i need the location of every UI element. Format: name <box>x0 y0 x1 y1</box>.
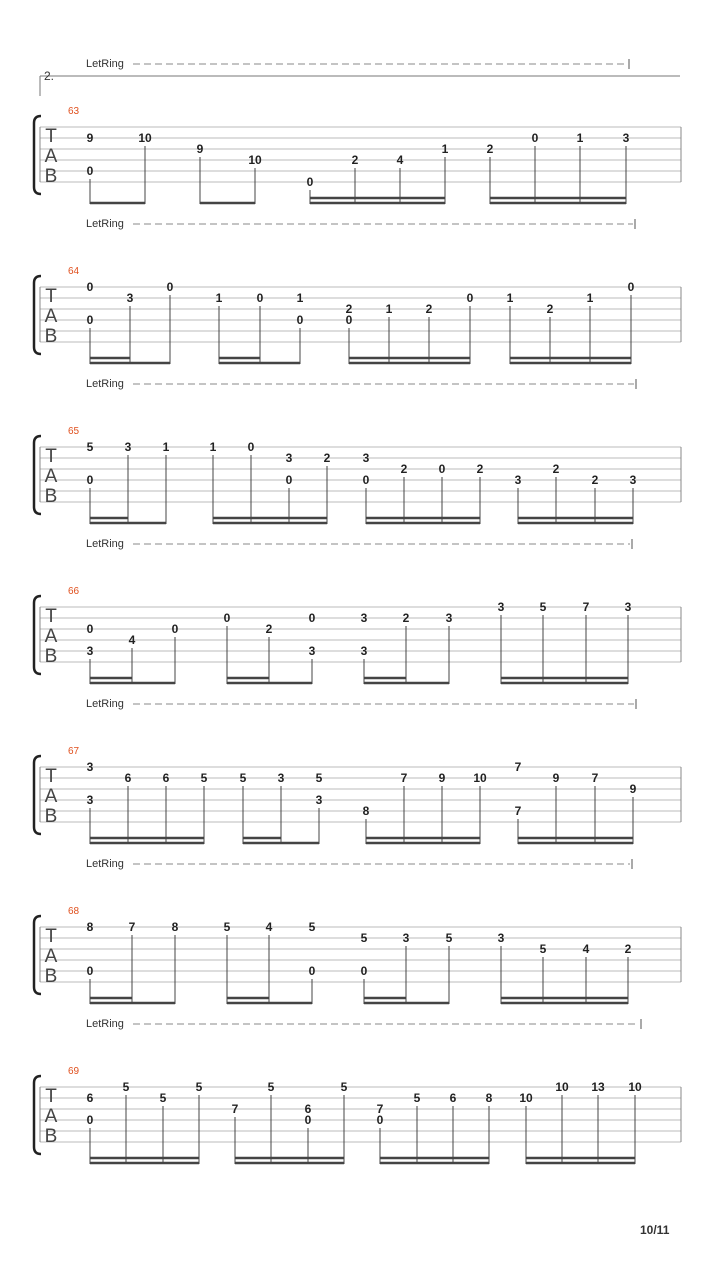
fret-number: 5 <box>315 771 323 785</box>
fret-number: 5 <box>413 1091 421 1105</box>
fret-number: 5 <box>539 942 547 956</box>
let-ring-label: LetRing <box>86 378 124 390</box>
fret-number: 3 <box>624 600 632 614</box>
fret-number: 5 <box>86 440 94 454</box>
fret-number: 7 <box>400 771 408 785</box>
fret-number: 3 <box>86 793 94 807</box>
tab-clef-letter: B <box>44 166 58 187</box>
tab-clef-letter: A <box>44 946 58 967</box>
fret-number: 2 <box>345 302 353 316</box>
fret-number: 3 <box>315 793 323 807</box>
tab-clef-letter: A <box>44 466 58 487</box>
fret-number: 3 <box>277 771 285 785</box>
fret-number: 0 <box>296 313 304 327</box>
fret-number: 10 <box>519 1091 533 1105</box>
fret-number: 4 <box>396 153 404 167</box>
fret-number: 3 <box>360 644 368 658</box>
fret-number: 0 <box>247 440 255 454</box>
fret-number: 0 <box>376 1113 384 1127</box>
fret-number: 3 <box>285 451 293 465</box>
tab-clef-letter: T <box>45 126 57 147</box>
fret-number: 3 <box>514 473 522 487</box>
tab-system <box>34 378 681 524</box>
fret-number: 0 <box>304 1113 312 1127</box>
fret-number: 3 <box>402 931 410 945</box>
fret-number: 0 <box>86 164 94 178</box>
fret-number: 0 <box>308 611 316 625</box>
fret-number: 6 <box>304 1102 312 1116</box>
fret-number: 0 <box>466 291 474 305</box>
tab-system <box>34 538 681 684</box>
fret-number: 8 <box>485 1091 493 1105</box>
tab-clef-letter: B <box>44 966 58 987</box>
let-ring-label: LetRing <box>86 58 124 70</box>
fret-number: 7 <box>591 771 599 785</box>
fret-number: 3 <box>86 760 94 774</box>
volta-bracket <box>40 69 680 96</box>
fret-number: 8 <box>171 920 179 934</box>
fret-number: 7 <box>231 1102 239 1116</box>
fret-number: 1 <box>209 440 217 454</box>
fret-number: 0 <box>86 964 94 978</box>
fret-number: 0 <box>627 280 635 294</box>
tab-clef-letter: B <box>44 486 58 507</box>
fret-number: 8 <box>86 920 94 934</box>
fret-number: 0 <box>531 131 539 145</box>
fret-number: 3 <box>497 600 505 614</box>
tab-clef-letter: T <box>45 446 57 467</box>
fret-number: 5 <box>200 771 208 785</box>
fret-number: 3 <box>126 291 134 305</box>
fret-number: 7 <box>128 920 136 934</box>
fret-number: 2 <box>552 462 560 476</box>
tab-clef-letter: B <box>44 646 58 667</box>
fret-number: 3 <box>308 644 316 658</box>
fret-number: 0 <box>256 291 264 305</box>
volta-label: 2. <box>44 69 55 83</box>
fret-number: 7 <box>514 760 522 774</box>
bar-number: 66 <box>68 586 80 597</box>
fret-number: 1 <box>385 302 393 316</box>
fret-number: 5 <box>267 1080 275 1094</box>
fret-number: 9 <box>629 782 637 796</box>
fret-number: 2 <box>486 142 494 156</box>
fret-number: 2 <box>476 462 484 476</box>
fret-number: 5 <box>340 1080 348 1094</box>
tab-systems <box>34 58 681 1164</box>
fret-number: 0 <box>360 964 368 978</box>
fret-number: 2 <box>425 302 433 316</box>
fret-number: 2 <box>546 302 554 316</box>
fret-number: 3 <box>86 644 94 658</box>
fret-number: 0 <box>345 313 353 327</box>
fret-number: 1 <box>586 291 594 305</box>
page-number: 10/11 <box>640 1223 670 1237</box>
fret-number: 0 <box>223 611 231 625</box>
fret-number: 1 <box>215 291 223 305</box>
tab-clef-letter: T <box>45 606 57 627</box>
fret-number: 1 <box>506 291 514 305</box>
fret-number: 6 <box>124 771 132 785</box>
fret-number: 7 <box>514 804 522 818</box>
tab-clef-letter: T <box>45 1086 57 1107</box>
fret-number: 0 <box>86 622 94 636</box>
bar-number: 67 <box>68 746 80 757</box>
fret-number: 2 <box>402 611 410 625</box>
fret-number: 3 <box>629 473 637 487</box>
tab-clef-letter: A <box>44 786 58 807</box>
fret-number: 6 <box>86 1091 94 1105</box>
fret-number: 1 <box>162 440 170 454</box>
fret-number: 0 <box>306 175 314 189</box>
fret-number: 3 <box>497 931 505 945</box>
fret-number: 5 <box>195 1080 203 1094</box>
fret-number: 3 <box>362 451 370 465</box>
tab-system <box>34 58 681 204</box>
fret-number: 5 <box>308 920 316 934</box>
fret-number: 7 <box>582 600 590 614</box>
tab-system <box>34 858 681 1004</box>
fret-number: 2 <box>591 473 599 487</box>
fret-number: 5 <box>159 1091 167 1105</box>
fret-number: 0 <box>438 462 446 476</box>
fret-number: 5 <box>239 771 247 785</box>
fret-number: 3 <box>445 611 453 625</box>
fret-number: 3 <box>124 440 132 454</box>
tab-clef-letter: A <box>44 1106 58 1127</box>
tab-system <box>34 698 681 844</box>
fret-number: 7 <box>376 1102 384 1116</box>
fret-number: 6 <box>162 771 170 785</box>
fret-number: 8 <box>362 804 370 818</box>
let-ring-label: LetRing <box>86 1018 124 1030</box>
fret-number: 5 <box>122 1080 130 1094</box>
tab-clef-letter: B <box>44 1126 58 1147</box>
tab-clef-letter: B <box>44 806 58 827</box>
fret-number: 0 <box>86 473 94 487</box>
fret-number: 2 <box>624 942 632 956</box>
fret-number: 9 <box>438 771 446 785</box>
fret-number: 1 <box>576 131 584 145</box>
let-ring-label: LetRing <box>86 218 124 230</box>
tab-clef-letter: T <box>45 286 57 307</box>
tab-clef-letter: B <box>44 326 58 347</box>
tab-clef-letter: T <box>45 926 57 947</box>
fret-number: 0 <box>171 622 179 636</box>
fret-number: 1 <box>296 291 304 305</box>
let-ring-label: LetRing <box>86 698 124 710</box>
bar-number: 63 <box>68 106 80 117</box>
fret-number: 2 <box>351 153 359 167</box>
fret-number: 0 <box>308 964 316 978</box>
fret-number: 1 <box>441 142 449 156</box>
fret-number: 2 <box>323 451 331 465</box>
fret-number: 5 <box>223 920 231 934</box>
fret-number: 10 <box>248 153 262 167</box>
fret-number: 0 <box>86 313 94 327</box>
fret-number: 0 <box>362 473 370 487</box>
fret-number: 9 <box>552 771 560 785</box>
fret-number: 10 <box>138 131 152 145</box>
fret-number: 5 <box>445 931 453 945</box>
fret-number: 5 <box>539 600 547 614</box>
fret-number: 4 <box>265 920 273 934</box>
fret-number: 9 <box>196 142 204 156</box>
tab-system <box>34 218 681 364</box>
fret-number: 2 <box>400 462 408 476</box>
fret-number: 2 <box>265 622 273 636</box>
tab-clef-letter: A <box>44 146 58 167</box>
let-ring-label: LetRing <box>86 538 124 550</box>
fret-number: 9 <box>86 131 94 145</box>
fret-number: 0 <box>285 473 293 487</box>
bar-number: 64 <box>68 266 80 277</box>
fret-number: 6 <box>449 1091 457 1105</box>
fret-number: 3 <box>622 131 630 145</box>
fret-number: 13 <box>591 1080 605 1094</box>
fret-number: 10 <box>473 771 487 785</box>
fret-number: 0 <box>166 280 174 294</box>
tab-clef-letter: A <box>44 626 58 647</box>
fret-number: 3 <box>360 611 368 625</box>
bar-number: 69 <box>68 1066 80 1077</box>
fret-number: 5 <box>360 931 368 945</box>
bar-number: 68 <box>68 906 80 917</box>
tab-clef-letter: A <box>44 306 58 327</box>
fret-number: 4 <box>128 633 136 647</box>
fret-number: 4 <box>582 942 590 956</box>
bar-number: 65 <box>68 426 80 437</box>
fret-number: 10 <box>555 1080 569 1094</box>
fret-number: 10 <box>628 1080 642 1094</box>
fret-number: 0 <box>86 1113 94 1127</box>
tab-clef-letter: T <box>45 766 57 787</box>
tab-system <box>34 1018 681 1164</box>
let-ring-label: LetRing <box>86 858 124 870</box>
fret-number: 0 <box>86 280 94 294</box>
